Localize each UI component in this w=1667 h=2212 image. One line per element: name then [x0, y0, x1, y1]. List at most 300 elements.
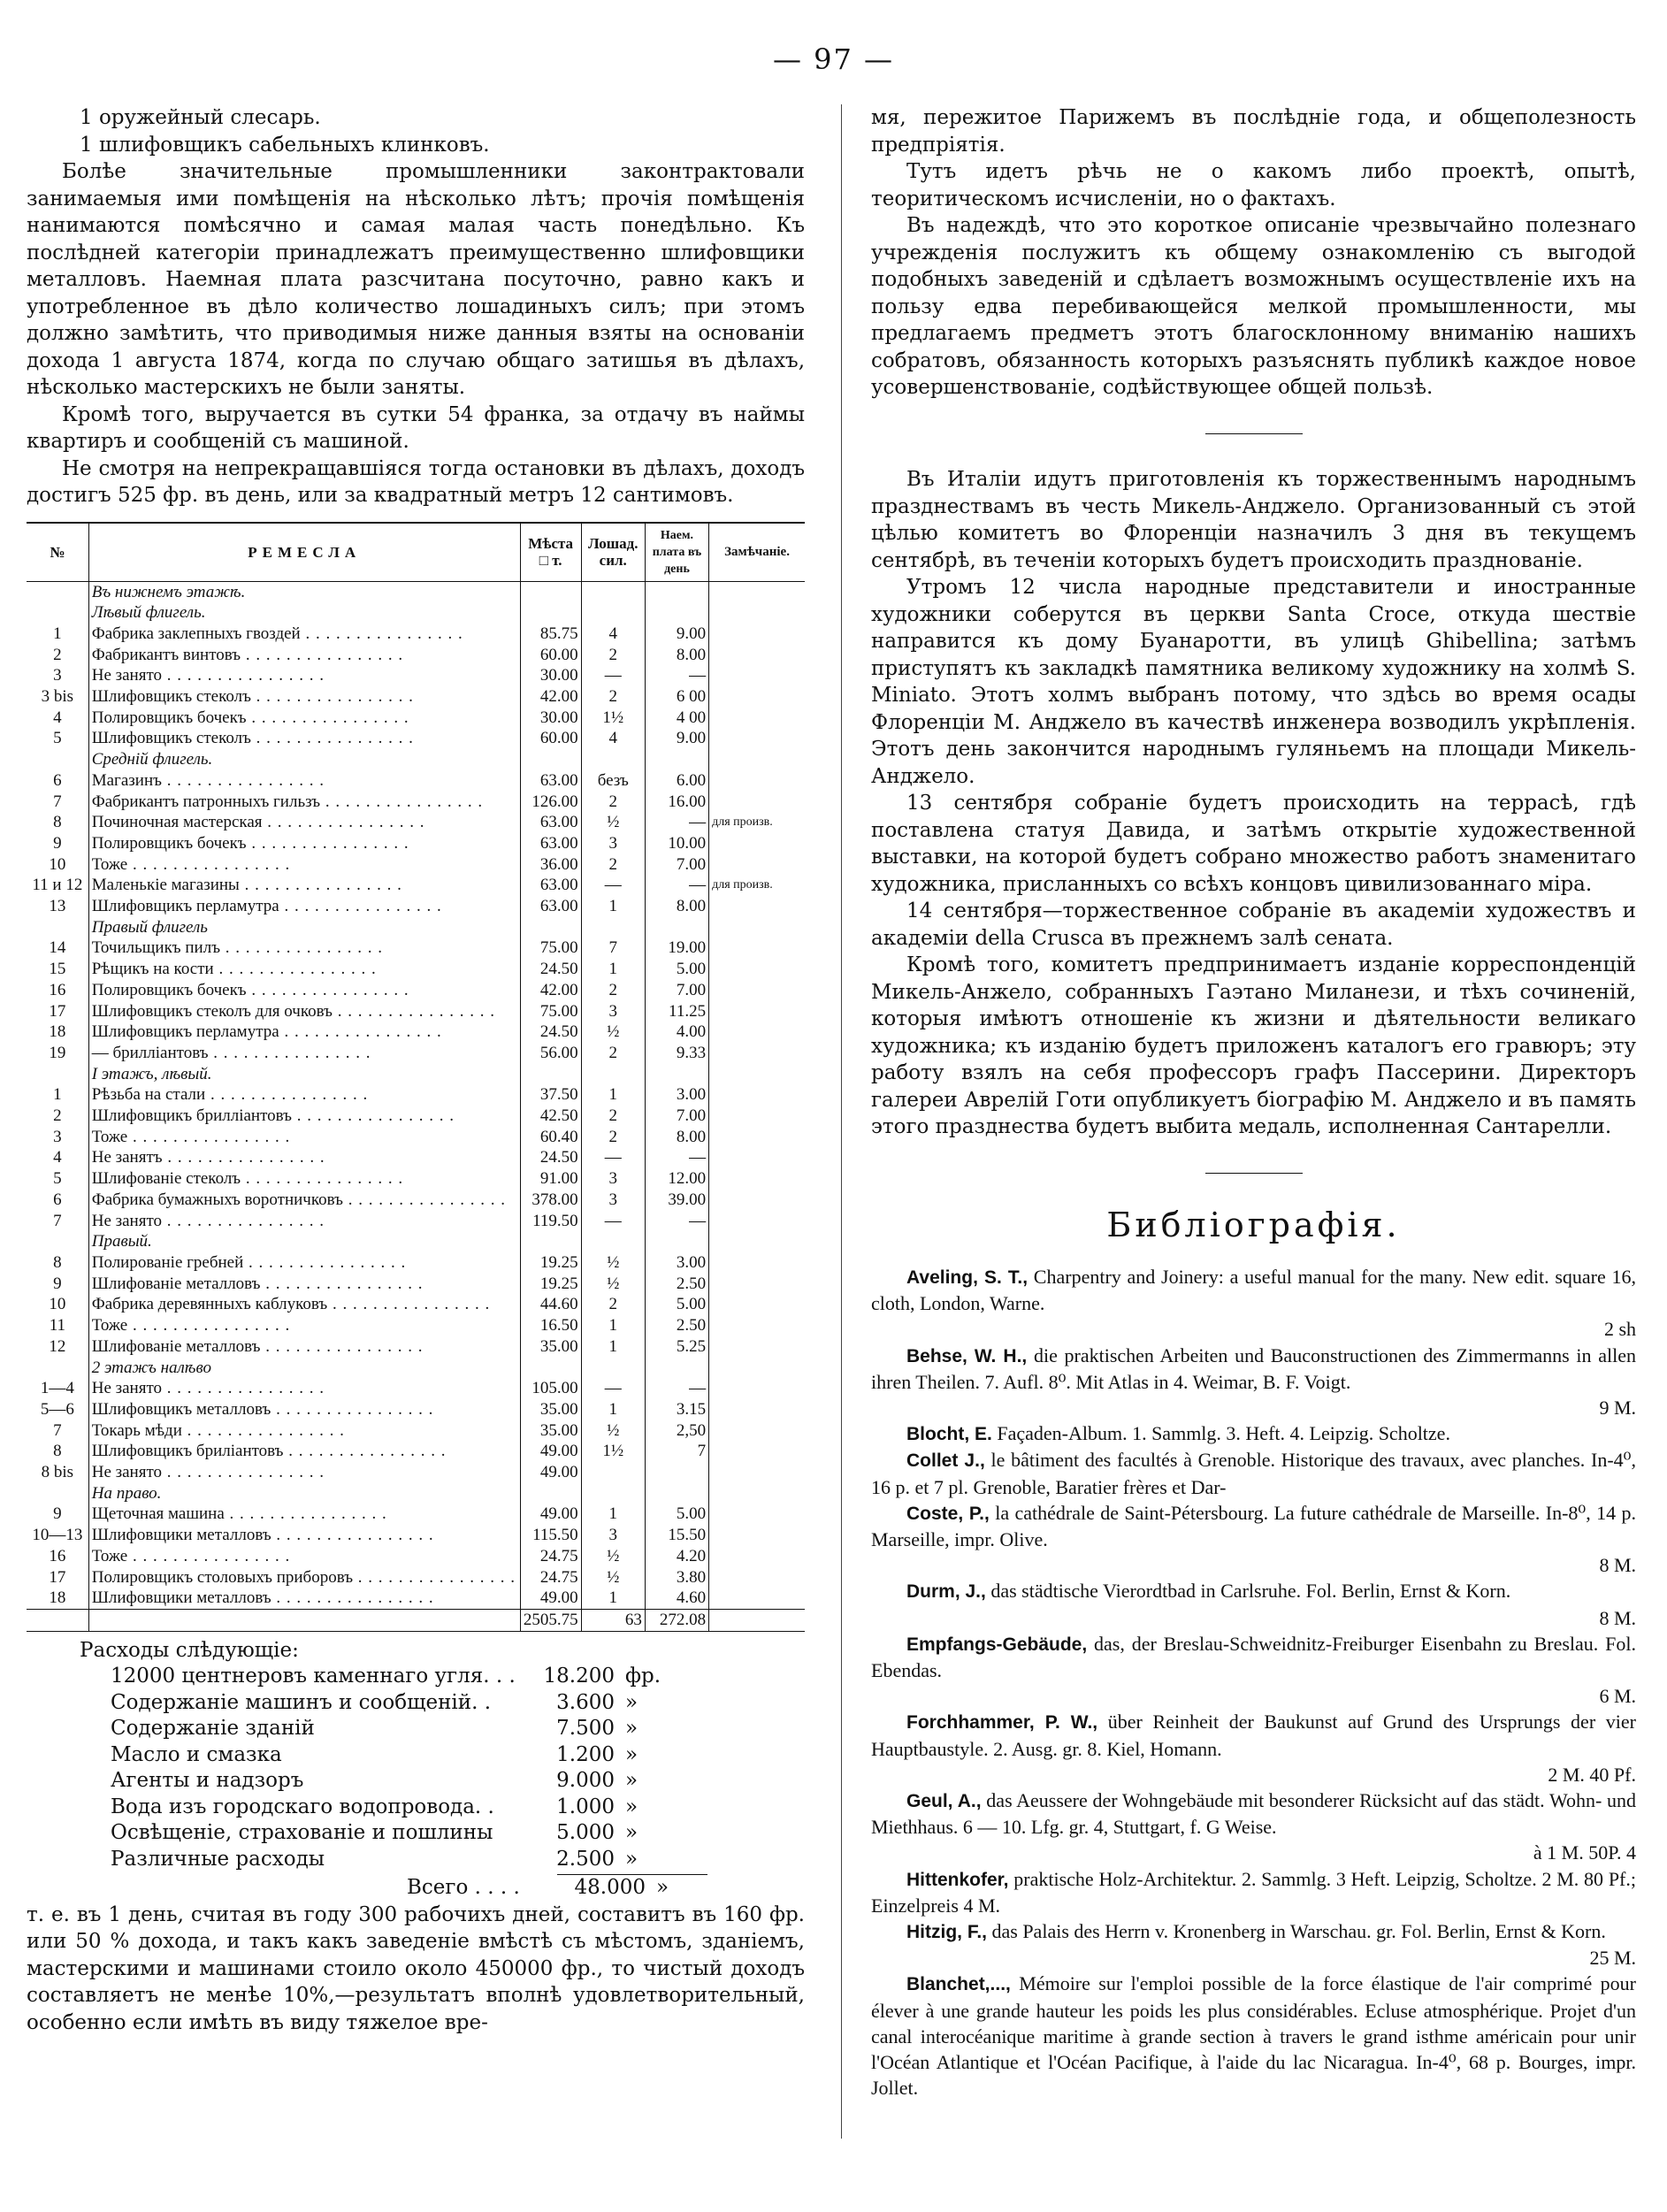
cell-pay: 19.00	[645, 938, 708, 959]
bibliography-price: 9 M.	[1599, 1397, 1636, 1420]
expense-value: 9.000	[556, 1769, 615, 1793]
cell-pay	[645, 581, 708, 602]
cell-number: 16	[49, 1546, 66, 1565]
total-area: 2505.75	[520, 1609, 581, 1631]
cell-hp: 2	[581, 1127, 645, 1148]
expenses-list	[27, 1664, 805, 1872]
cell-note	[709, 1211, 805, 1232]
bibliography-entry	[871, 1420, 1636, 1447]
table-row	[27, 833, 805, 854]
cell-number: 8 bis	[41, 1463, 74, 1482]
cell-pay: 7.00	[645, 1106, 708, 1127]
cell-note	[709, 854, 805, 876]
cell-note: для произв.	[709, 875, 805, 896]
cell-trade: — бриллiантовъ . . .	[88, 1043, 520, 1064]
cell-area: 63.00	[520, 812, 581, 833]
cell-pay	[645, 1064, 708, 1085]
cell-trade: Шлифовщикъ перламутра . . .	[88, 1022, 520, 1043]
cell-area: 19.25	[520, 1274, 581, 1295]
cell-trade: Фабрикантъ винтовъ . . .	[88, 645, 520, 666]
cell-area: 42.50	[520, 1106, 581, 1127]
col-hp-header: Лошад. сил.	[581, 523, 645, 582]
cell-area: 126.00	[520, 792, 581, 813]
cell-area: 119.50	[520, 1211, 581, 1232]
bibliography-price: 25 M.	[1589, 1947, 1636, 1970]
cell-pay	[645, 1462, 708, 1483]
cell-number	[27, 1483, 88, 1504]
cell-hp: 2	[581, 980, 645, 1001]
cell-number: 14	[49, 938, 66, 958]
cell-number: 18	[49, 1022, 66, 1042]
cell-area: 60.00	[520, 645, 581, 666]
cell-hp: ½	[581, 1420, 645, 1442]
cell-area: 91.00	[520, 1168, 581, 1190]
cell-note	[709, 1441, 805, 1462]
cell-pay: —	[645, 665, 708, 686]
table-row	[27, 1127, 805, 1148]
cell-hp: ½	[581, 1567, 645, 1588]
cell-hp: 7	[581, 938, 645, 959]
bibliography-entry	[871, 1264, 1636, 1343]
cell-area: 63.00	[520, 833, 581, 854]
cell-area	[520, 917, 581, 938]
cell-area	[520, 1064, 581, 1085]
bibliography-author: Blocht, E.	[906, 1424, 992, 1445]
table-subheading-row	[27, 1483, 805, 1504]
table-subheading-row	[27, 917, 805, 938]
cell-pay: 5.00	[645, 1504, 708, 1525]
cell-area	[520, 602, 581, 624]
cell-pay	[645, 602, 708, 624]
cell-pay: 2,50	[645, 1420, 708, 1442]
table-row	[27, 1378, 805, 1399]
cell-pay: 39.00	[645, 1190, 708, 1211]
cell-area: 24.50	[520, 959, 581, 980]
expense-value: 7.500	[556, 1717, 615, 1741]
cell-note	[709, 1588, 805, 1609]
cell-hp: безъ	[581, 770, 645, 792]
bibliography-text: Façaden-Album. 1. Sammlg. 3. Heft. 4. Leipzig. Scholtze.	[991, 1422, 1450, 1445]
cell-area: 19.25	[520, 1252, 581, 1274]
cell-trade: Тоже . . .	[88, 1315, 520, 1336]
trades-body	[27, 581, 805, 1631]
bibliography-author: Coste, P.,	[906, 1503, 990, 1524]
cell-pay	[645, 1358, 708, 1379]
section-separator	[1205, 433, 1303, 435]
cell-number: 17	[49, 1567, 66, 1587]
bibliography-text: das städtische Vierordtbad in Carlsruhe. Fol. Berlin, Ernst & Korn.	[985, 1580, 1511, 1603]
cell-area: 105.00	[520, 1378, 581, 1399]
cell-pay: 4.20	[645, 1546, 708, 1567]
cell-note	[709, 1043, 805, 1064]
cell-note	[709, 1420, 805, 1442]
paragraph: Тутъ идетъ рѣчь не о какомъ либо проектѣ, опытѣ, теоритическомъ исчисленіи, но о фактахъ.	[871, 160, 1636, 210]
cell-trade: Шлифованіе металловъ . . .	[88, 1336, 520, 1358]
table-subheading-row	[27, 1358, 805, 1379]
cell-number: 8	[53, 813, 62, 832]
cell-note	[709, 1315, 805, 1336]
table-row	[27, 1084, 805, 1106]
cell-area	[520, 749, 581, 770]
table-subheading-row	[27, 1231, 805, 1252]
paragraph: Не смотря на непрекращавшіяся тогда остановки въ дѣлахъ, доходъ достигъ 525 фр. въ день, или за квадратный метръ 12 сантимовъ.	[27, 456, 805, 507]
bibliography-author: Empfangs-Gebäude,	[906, 1634, 1088, 1655]
bibliography-entry	[871, 1971, 1636, 2101]
cell-number: 7	[53, 1420, 62, 1440]
table-row	[27, 1168, 805, 1190]
cell-note	[709, 1001, 805, 1022]
bibliography-list	[871, 1264, 1636, 2101]
cell-area: 63.00	[520, 896, 581, 917]
table-row	[27, 1001, 805, 1022]
table-row	[27, 1294, 805, 1315]
cell-number: 18	[49, 1588, 66, 1608]
bibliography-author: Behse, W. H.,	[906, 1345, 1028, 1366]
table-row	[27, 645, 805, 666]
cell-trade: Правый.	[88, 1231, 520, 1252]
bibliography-text: praktische Holz-Architektur. 2. Sammlg. 3 Heft. Leipzig, Scholtze. 2 M. 80 Pf.; Einzelpreis 4 M.	[871, 1867, 1636, 1917]
cell-note	[709, 938, 805, 959]
expense-label: Содержаніе зданій	[111, 1717, 315, 1741]
cell-area: 24.75	[520, 1567, 581, 1588]
cell-pay: 15.50	[645, 1525, 708, 1546]
cell-hp: 1½	[581, 1441, 645, 1462]
cell-note	[709, 1546, 805, 1567]
cell-area	[520, 1483, 581, 1504]
bibliography-price: 2 sh	[1603, 1318, 1636, 1341]
cell-hp: ½	[581, 1252, 645, 1274]
expense-unit: »	[625, 1795, 639, 1818]
cell-number: 10	[49, 1295, 66, 1314]
table-row	[27, 708, 805, 729]
cell-trade: Шлифовщикъ бриллiантовъ . . .	[88, 1106, 520, 1127]
cell-trade: Шлифовщики металловъ . . .	[88, 1588, 520, 1609]
cell-number	[27, 581, 88, 602]
cell-hp: ½	[581, 1546, 645, 1567]
cell-area: 42.00	[520, 980, 581, 1001]
cell-area: 36.00	[520, 854, 581, 876]
cell-pay: 5.25	[645, 1336, 708, 1358]
cell-trade: Средній флигель.	[88, 749, 520, 770]
cell-pay: 9.33	[645, 1043, 708, 1064]
bibliography-text: das, der Breslau-Schweidnitz-Freiburger Eisenbahn zu Breslau. Fol. Ebendas.	[871, 1632, 1636, 1682]
cell-trade: Тоже . . .	[88, 1546, 520, 1567]
cell-pay: —	[645, 812, 708, 833]
cell-area: 42.00	[520, 686, 581, 708]
cell-trade: Тоже . . .	[88, 1127, 520, 1148]
cell-pay: 4.60	[645, 1588, 708, 1609]
cell-pay: 3.00	[645, 1252, 708, 1274]
cell-note	[709, 917, 805, 938]
cell-note	[709, 1525, 805, 1546]
cell-number	[27, 917, 88, 938]
cell-area: 37.50	[520, 1084, 581, 1106]
table-row	[27, 1315, 805, 1336]
cell-note	[709, 1378, 805, 1399]
table-row	[27, 1252, 805, 1274]
bibliography-text: über Reinheit der Baukunst auf Grund des Ursprungs der vier Hauptbaustyle. 2. Ausg. gr. 8. Kiel, Homann.	[871, 1711, 1636, 1760]
cell-number	[27, 1358, 88, 1379]
cell-hp: ½	[581, 1274, 645, 1295]
table-row	[27, 1211, 805, 1232]
cell-area: 60.00	[520, 728, 581, 749]
cell-hp: 2	[581, 645, 645, 666]
cell-pay: —	[645, 875, 708, 896]
cell-hp: —	[581, 1147, 645, 1168]
cell-area: 24.50	[520, 1022, 581, 1043]
total-pay: 272.08	[645, 1609, 708, 1631]
cell-trade: Рѣщикъ на кости . . .	[88, 959, 520, 980]
cell-hp: —	[581, 665, 645, 686]
bibliography-title: Библіографія.	[1106, 1206, 1401, 1244]
table-header-row	[27, 523, 805, 582]
cell-number: 11	[49, 1316, 65, 1336]
cell-area	[520, 1231, 581, 1252]
expense-value: 2.500	[556, 1847, 615, 1871]
cell-area: 378.00	[520, 1190, 581, 1211]
expense-row	[27, 1742, 805, 1769]
table-row	[27, 896, 805, 917]
bibliography-entry	[871, 1631, 1636, 1710]
cell-trade: Полировщикъ бочекъ . . .	[88, 708, 520, 729]
cell-note	[709, 1358, 805, 1379]
cell-pay: 12.00	[645, 1168, 708, 1190]
cell-trade: Шлифованіе металловъ . . .	[88, 1274, 520, 1295]
table-row	[27, 1441, 805, 1462]
cell-hp: 2	[581, 1294, 645, 1315]
paragraph: Болѣе значительные промышленники законтрактовали занимаемыя ими помѣщенія на нѣсколько лѣтъ; прочія помѣщенія нанимаются помѣсячно и самая малая часть понедѣльно. Къ послѣдней категоріи принадлежатъ преимущественно шлифовщики металловъ. Наемная плата разсчитана посуточно, равно какъ и употребленное въ дѣло количество лошадиныхъ силъ; при этомъ должно замѣтить, что приводимыя ниже данныя взяты на основаніи дохода 1 августа 1874, когда по случаю общаго затишья въ дѣлахъ, нѣсколько мастерскихъ не были заняты.	[27, 160, 805, 399]
cell-note	[709, 1483, 805, 1504]
bibliography-author: Blanchet,...,	[906, 1974, 1011, 1995]
table-row	[27, 1525, 805, 1546]
paragraph: Въ Италіи идутъ приготовленія къ торжественнымъ народнымъ празднествамъ въ честь Микель-Анджело. Организованный съ этой цѣлью комитетъ во Флоренціи назначилъ 3 дня въ текущемъ сентябрѣ, въ теченіи которыхъ будетъ происходить празднованіе.	[871, 468, 1636, 572]
cell-note	[709, 1274, 805, 1295]
cell-hp: 2	[581, 1106, 645, 1127]
cell-hp: —	[581, 1378, 645, 1399]
cell-area: 75.00	[520, 1001, 581, 1022]
expense-label: Содержаніе машинъ и сообщеній. .	[111, 1690, 492, 1714]
table-row	[27, 686, 805, 708]
cell-number: 17	[49, 1001, 66, 1021]
cell-number: 16	[49, 980, 66, 999]
cell-trade: Въ нижнемъ этажѣ.	[88, 581, 520, 602]
cell-number: 12	[49, 1336, 66, 1356]
expense-label: Освѣщеніе, страхованіе и пошлины	[111, 1821, 493, 1845]
expense-value: 5.000	[556, 1821, 615, 1845]
bibliography-entry	[871, 1918, 1636, 1971]
cell-pay: 3.15	[645, 1399, 708, 1420]
cell-note	[709, 1127, 805, 1148]
expense-row	[27, 1795, 805, 1821]
paragraph: Утромъ 12 числа народные представители и иностранные художники соберутся въ церкви Santa Croce, откуда шествіе направится къ дому Буанаротти, въ улицѣ Ghibellina; затѣмъ приступятъ къ закладкѣ памятника великому художнику на холмѣ S. Miniato. Этотъ холмъ выбранъ потому, что здѣсь во время осады Флоренціи М. Анджело въ качествѣ инженера возводилъ укрѣпленія. Этотъ день закончится народнымъ гуляньемъ на площади Микель-Анджело.	[871, 576, 1636, 788]
cell-number: 2	[53, 1106, 62, 1126]
cell-trade: Правый флигель	[88, 917, 520, 938]
cell-number	[27, 1609, 88, 1631]
cell-pay: —	[645, 1378, 708, 1399]
cell-hp: 1	[581, 1336, 645, 1358]
cell-number: 13	[49, 897, 66, 916]
cell-note	[709, 665, 805, 686]
paragraph: 13 сентября собраніе будетъ происходить на террасѣ, гдѣ поставлена статуя Давида, и затѣмъ открытіе художественной выставки, на которой будетъ собрано множество работъ знаменитаго художника, присланныхъ со всѣхъ концовъ цивилизованнаго міра.	[871, 792, 1636, 896]
bibliography-author: Durm, J.,	[906, 1581, 986, 1603]
paragraph: т. е. въ 1 день, считая въ году 300 рабочихъ дней, составитъ въ 160 фр. или 50 % дохода, и такъ какъ заведеніе вмѣстѣ съ мѣстомъ, зданіемъ, мастерскими и машинами стоило около 450000 фр., то чистый доходъ составляетъ не менѣе 10%,—результатъ вполнѣ удовлетворительный, особенно если имѣть въ виду тяжелое вре-	[27, 1902, 805, 2034]
bibliography-text: das Palais des Herrn v. Kronenberg in Warschau. gr. Fol. Berlin, Ernst & Korn.	[987, 1920, 1606, 1943]
right-column	[871, 104, 1636, 2101]
cell-note	[709, 1231, 805, 1252]
expenses-total	[27, 1875, 805, 1902]
cell-trade: Лѣвый флигель.	[88, 602, 520, 624]
cell-pay: 7	[645, 1441, 708, 1462]
cell-note	[709, 770, 805, 792]
expense-unit: »	[625, 1847, 639, 1871]
cell-note	[709, 1064, 805, 1085]
bibliography-entry	[871, 1343, 1636, 1421]
cell-pay: 3.80	[645, 1567, 708, 1588]
cell-pay: 3.00	[645, 1084, 708, 1106]
col-number-header: №	[27, 523, 88, 582]
cell-trade: На право.	[88, 1483, 520, 1504]
table-row	[27, 1336, 805, 1358]
table-row	[27, 1567, 805, 1588]
cell-pay: 8.00	[645, 1127, 708, 1148]
table-row	[27, 854, 805, 876]
cell-number: 6	[53, 770, 62, 790]
cell-hp: 1	[581, 1084, 645, 1106]
table-row	[27, 1147, 805, 1168]
cell-number: 4	[53, 708, 62, 727]
expenses-title: Расходы слѣдующіе:	[80, 1638, 299, 1662]
cell-number: 8	[53, 1442, 62, 1461]
cell-hp: 1½	[581, 708, 645, 729]
table-total-row	[27, 1609, 805, 1631]
cell-hp: ½	[581, 812, 645, 833]
cell-note	[709, 1252, 805, 1274]
cell-trade: Полировщикъ столовыхъ приборовъ . . .	[88, 1567, 520, 1588]
cell-pay: 4.00	[645, 1022, 708, 1043]
cell-hp	[581, 1231, 645, 1252]
cell-number: 2	[53, 645, 62, 664]
bibliography-entry	[871, 1787, 1636, 1866]
cell-pay	[645, 1231, 708, 1252]
cell-note	[709, 624, 805, 645]
cell-trade: Токарь мѣди . . .	[88, 1420, 520, 1442]
table-subheading-row	[27, 602, 805, 624]
cell-area: 16.50	[520, 1315, 581, 1336]
table-row	[27, 770, 805, 792]
cell-area: 115.50	[520, 1525, 581, 1546]
cell-trade: Не занято . . .	[88, 1462, 520, 1483]
cell-pay: 6 00	[645, 686, 708, 708]
cell-trade: Шлифовщики металловъ . . .	[88, 1525, 520, 1546]
cell-note	[709, 980, 805, 1001]
cell-number: 10	[49, 854, 66, 874]
cell-number: 8	[53, 1253, 62, 1272]
bibliography-price: 2 M. 40 Pf.	[1548, 1763, 1636, 1786]
cell-hp: —	[581, 1211, 645, 1232]
cell-note	[709, 1336, 805, 1358]
cell-trade: Не занятъ . . .	[88, 1147, 520, 1168]
cell-trade: Не занято . . .	[88, 1378, 520, 1399]
cell-number: 1	[53, 624, 62, 643]
paragraph: Въ надеждѣ, что это короткое описаніе чрезвычайно полезнаго учрежденія послужитъ къ общему ознакомленію съ выгодой подобныхъ заведеній и сдѣлаетъ возможнымъ осуществленіе ихъ на пользу едва перебивающейся мелкой промышленности, мы предлагаемъ предметъ этотъ благосклонному вниманію нашихъ собратовъ, обязанность которыхъ разъяснять публикѣ каждое новое усовершенствованіе, содѣйствующее общей пользѣ.	[871, 214, 1636, 399]
cell-pay: 11.25	[645, 1001, 708, 1022]
bibliography-author: Hitzig, F.,	[906, 1922, 987, 1943]
cell-note	[709, 1462, 805, 1483]
cell-area: 35.00	[520, 1399, 581, 1420]
cell-hp: 3	[581, 1168, 645, 1190]
table-row	[27, 665, 805, 686]
cell-area: 63.00	[520, 875, 581, 896]
expense-unit: »	[625, 1769, 639, 1793]
cell-trade: Шлифовщикъ стеколъ . . .	[88, 728, 520, 749]
bibliography-price: 8 M.	[1599, 1606, 1636, 1629]
cell-area	[520, 1358, 581, 1379]
cell-pay: 10.00	[645, 833, 708, 854]
table-row	[27, 1274, 805, 1295]
table-row	[27, 812, 805, 833]
cell-trade	[88, 1609, 520, 1631]
cell-hp: 1	[581, 1315, 645, 1336]
cell-number: 5	[53, 729, 62, 748]
expense-row	[27, 1664, 805, 1690]
cell-pay: 16.00	[645, 792, 708, 813]
cell-trade: Не занято . . .	[88, 665, 520, 686]
cell-area: 35.00	[520, 1420, 581, 1442]
bibliography-entry	[871, 1709, 1636, 1787]
expenses-section	[27, 1637, 805, 1902]
cell-number: 19	[49, 1043, 66, 1062]
cell-trade: Шлифованіе стеколъ . . .	[88, 1168, 520, 1190]
cell-note	[709, 1567, 805, 1588]
cell-number: 3	[53, 1127, 62, 1146]
trades-table	[27, 522, 805, 1632]
cell-note	[709, 1106, 805, 1127]
cell-hp: 3	[581, 1190, 645, 1211]
cell-pay: 2.50	[645, 1274, 708, 1295]
cell-area: 75.00	[520, 938, 581, 959]
cell-trade: Починочная мастерская . . .	[88, 812, 520, 833]
cell-area: 49.00	[520, 1441, 581, 1462]
section-separator	[1205, 1173, 1303, 1175]
cell-pay: 6.00	[645, 770, 708, 792]
cell-note	[709, 749, 805, 770]
cell-note	[709, 1504, 805, 1525]
bibliography-price: 8 M.	[1599, 1554, 1636, 1577]
cell-number: 1—4	[40, 1379, 74, 1398]
bibliography-entry	[871, 1500, 1636, 1579]
cell-number: 4	[53, 1148, 62, 1167]
cell-number: 11 и 12	[32, 876, 83, 895]
cell-trade: Фабрика деревянныхъ каблуковъ . . .	[88, 1294, 520, 1315]
bibliography-text: Mémoire sur l'emploi possible de la force élastique de l'air comprimé pour élever à une grande hauteur les poids les plus considérables. Ecluse atmosphérique. Projet d'un canal interocéanique maritime à grande section à travers le grand isthme américain pour unir l'Océan Atlantique et l'Océan Pacifique, à l'aide du lac Nicaragua. In-4⁰, 68 p. Bourges, impr. Jollet.	[871, 1972, 1636, 2100]
table-row	[27, 1022, 805, 1043]
cell-note	[709, 708, 805, 729]
cell-note	[709, 1399, 805, 1420]
expense-unit: фр.	[625, 1665, 661, 1688]
expense-unit: »	[625, 1690, 639, 1714]
table-subheading-row	[27, 749, 805, 770]
cell-number: 1	[53, 1085, 62, 1105]
cell-pay	[645, 749, 708, 770]
cell-trade: Полированіе гребней . . .	[88, 1252, 520, 1274]
cell-hp	[581, 1358, 645, 1379]
cell-number: 9	[53, 1274, 62, 1293]
table-row	[27, 792, 805, 813]
cell-trade: Маленькіе магазины . . .	[88, 875, 520, 896]
table-row	[27, 1546, 805, 1567]
table-row	[27, 1588, 805, 1609]
cell-pay: —	[645, 1211, 708, 1232]
